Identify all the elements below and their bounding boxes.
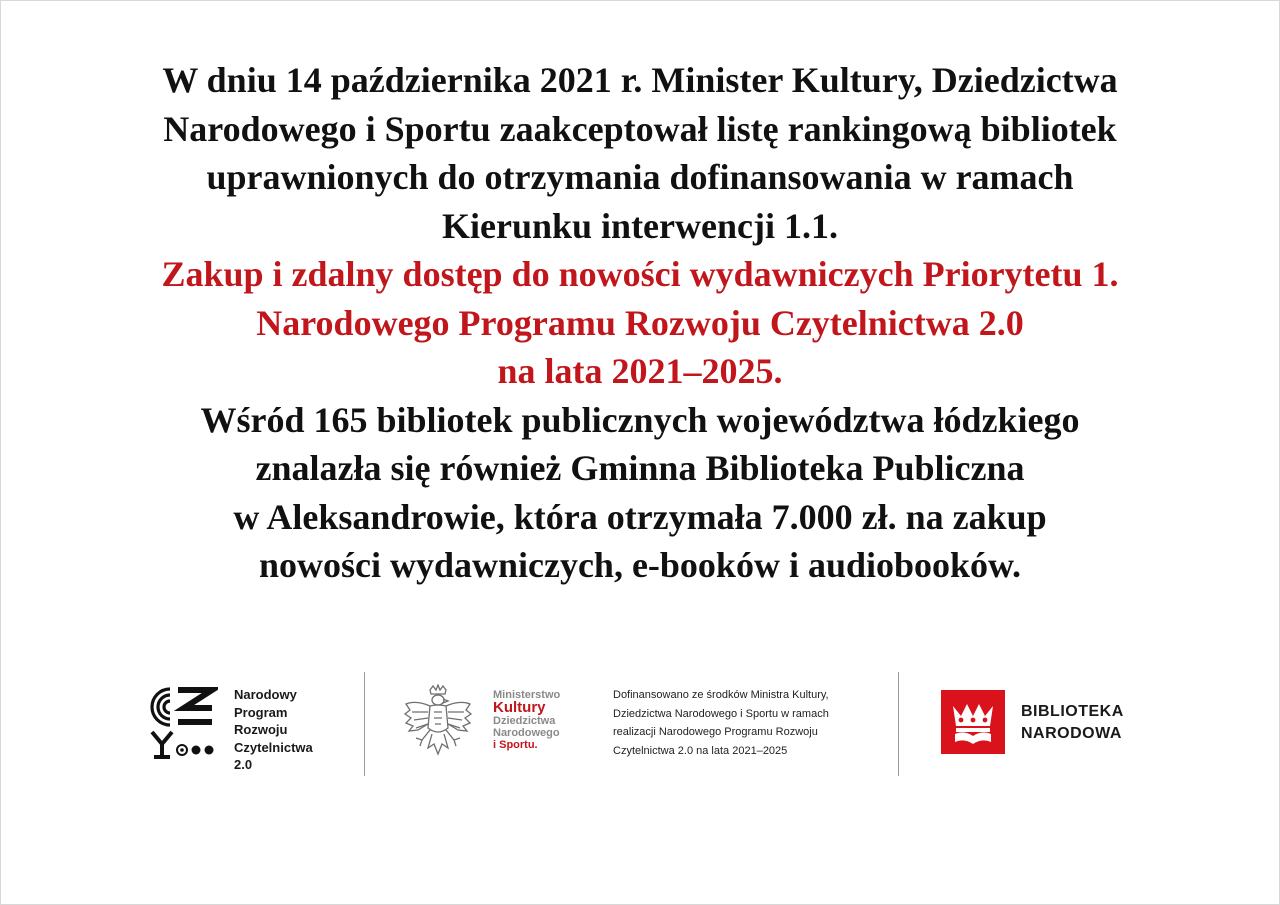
highlight-line: na lata 2021–2025. [497,351,783,391]
ministry-line: Ministerstwo [493,689,561,701]
polish-eagle-emblem-icon [402,684,474,764]
nprc-line: Rozwoju [234,722,288,737]
outro-line: nowości wydawniczych, e-booków i audiobooków. [258,545,1022,585]
bn-line: NARODOWA [1021,725,1122,742]
nprc-line: 2.0 [234,757,253,772]
cofunding-line: Czytelnictwa 2.0 na lata 2021–2025 [613,744,788,757]
logo-divider [364,672,365,776]
nprc-line: Program [234,704,288,720]
cofunding-line: Dziedzictwa Narodowego i Sportu w ramach [613,707,829,720]
intro-line: uprawnionych do otrzymania dofinansowania w ramach [206,157,1074,197]
outro-line: w Aleksandrowie, która otrzymała 7.000 zł. na zakup [233,496,1047,537]
biblioteka-narodowa-text [1021,701,1124,745]
ministry-line: Narodowego [493,727,560,739]
announcement-text [20,56,1260,590]
bn-line: BIBLIOTEKA [1021,703,1124,720]
ministry-line: Dziedzictwa [493,715,556,727]
nprc-logo-icon [146,686,218,760]
intro-line: Narodowego i Sportu zaakceptował listę rankingową bibliotek [163,108,1117,149]
cofunding-note [613,686,829,760]
biblioteka-narodowa-crown-icon [941,690,1005,754]
outro-line: znalazła się również Gminna Biblioteka Publiczna [255,448,1025,488]
highlight-line: Narodowego Programu Rozwoju Czytelnictwa 2.0 [256,302,1024,343]
nprc-line: Narodowy [234,687,297,702]
logo-divider [898,672,899,776]
ministry-line: i Sportu. [493,739,538,751]
nprc-line: Czytelnictwa [234,739,313,755]
ministry-logo-text [493,689,560,752]
cofunding-line: Dofinansowano ze środków Ministra Kultury, [613,689,829,701]
outro-line: Wśród 165 bibliotek publicznych województwa łódzkiego [200,399,1080,440]
ministry-line: Kultury [493,699,546,716]
intro-line: W dniu 14 października 2021 r. Minister Kultury, Dziedzictwa [162,60,1118,100]
nprc-logo-text [234,686,313,774]
highlight-line: Zakup i zdalny dostęp do nowości wydawniczych Priorytetu 1. [161,254,1119,294]
cofunding-line: realizacji Narodowego Programu Rozwoju [613,726,818,738]
intro-line: Kierunku interwencji 1.1. [442,205,838,246]
